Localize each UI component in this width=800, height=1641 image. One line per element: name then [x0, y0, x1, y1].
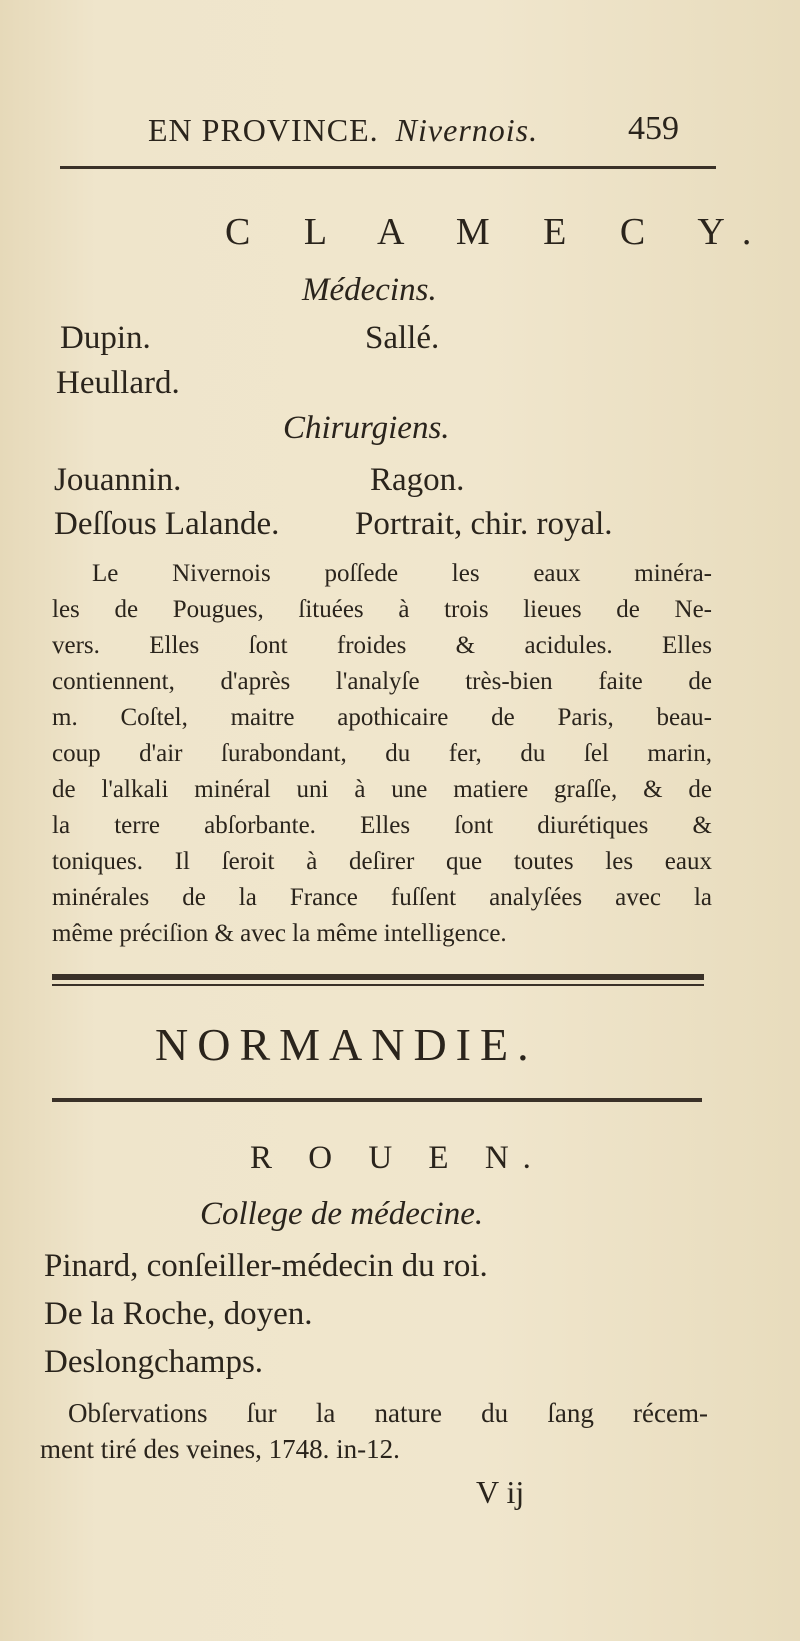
- surgeon-name: Portrait, chir. royal.: [355, 506, 613, 542]
- paragraph-line: la terre abſorbante. Elles ſont diurétiques &: [52, 812, 712, 839]
- doctor-name: Sallé.: [365, 320, 440, 356]
- note-line: ment tiré des veines, 1748. in-12.: [40, 1434, 400, 1464]
- city-title-rouen: R O U E N.: [250, 1140, 545, 1176]
- running-title: EN PROVINCE.: [148, 112, 379, 148]
- page-number: 459: [628, 110, 679, 147]
- paragraph-line: de l'alkali minéral uni à une matiere graſſe, & de: [52, 776, 712, 803]
- paragraph-line: toniques. Il ſeroit à deſirer que toutes les eaux: [52, 848, 712, 875]
- member-name: De la Roche, doyen.: [44, 1296, 313, 1332]
- header-rule: [60, 166, 716, 169]
- paragraph-line: minérales de la France fuſſent analyſées avec la: [52, 884, 712, 911]
- signature-mark: V ij: [476, 1474, 525, 1510]
- paragraph-line: même préciſion & avec la même intelligence.: [52, 920, 507, 947]
- running-header: [148, 112, 538, 149]
- doctor-name: Heullard.: [56, 365, 180, 401]
- paragraph-line: Le Nivernois poſſede les eaux minéra-: [92, 560, 712, 587]
- paragraph-line: coup d'air ſurabondant, du fer, du ſel marin,: [52, 740, 712, 767]
- section-title-clamecy: C L A M E C Y.: [225, 211, 774, 253]
- note-line: Obſervations ſur la nature du ſang récem-: [68, 1398, 708, 1428]
- medecins-heading: Médecins.: [302, 272, 437, 308]
- paragraph-line: m. Coſtel, maitre apothicaire de Paris, beau-: [52, 704, 712, 731]
- doctor-name: Dupin.: [60, 320, 151, 356]
- surgeon-name: Deſſous Lalande.: [54, 506, 280, 542]
- region-name: Nivernois.: [395, 112, 539, 148]
- member-name: Deslongchamps.: [44, 1344, 264, 1380]
- paragraph-line: les de Pougues, ſituées à trois lieues de Ne-: [52, 596, 712, 623]
- section-rule-thick: [52, 974, 704, 980]
- paragraph-line: vers. Elles ſont froides & acidules. Elles: [52, 632, 712, 659]
- province-title-normandie: NORMANDIE.: [155, 1019, 538, 1070]
- section-rule-thin: [52, 984, 704, 986]
- paragraph-line: contiennent, d'après l'analyſe très-bien faite de: [52, 668, 712, 695]
- surgeon-name: Ragon.: [370, 462, 465, 498]
- surgeon-name: Jouannin.: [54, 462, 182, 498]
- member-name: Pinard, conſeiller-médecin du roi.: [44, 1248, 488, 1284]
- college-heading: College de médecine.: [200, 1196, 484, 1232]
- chirurgiens-heading: Chirurgiens.: [283, 410, 450, 446]
- province-rule: [52, 1098, 702, 1102]
